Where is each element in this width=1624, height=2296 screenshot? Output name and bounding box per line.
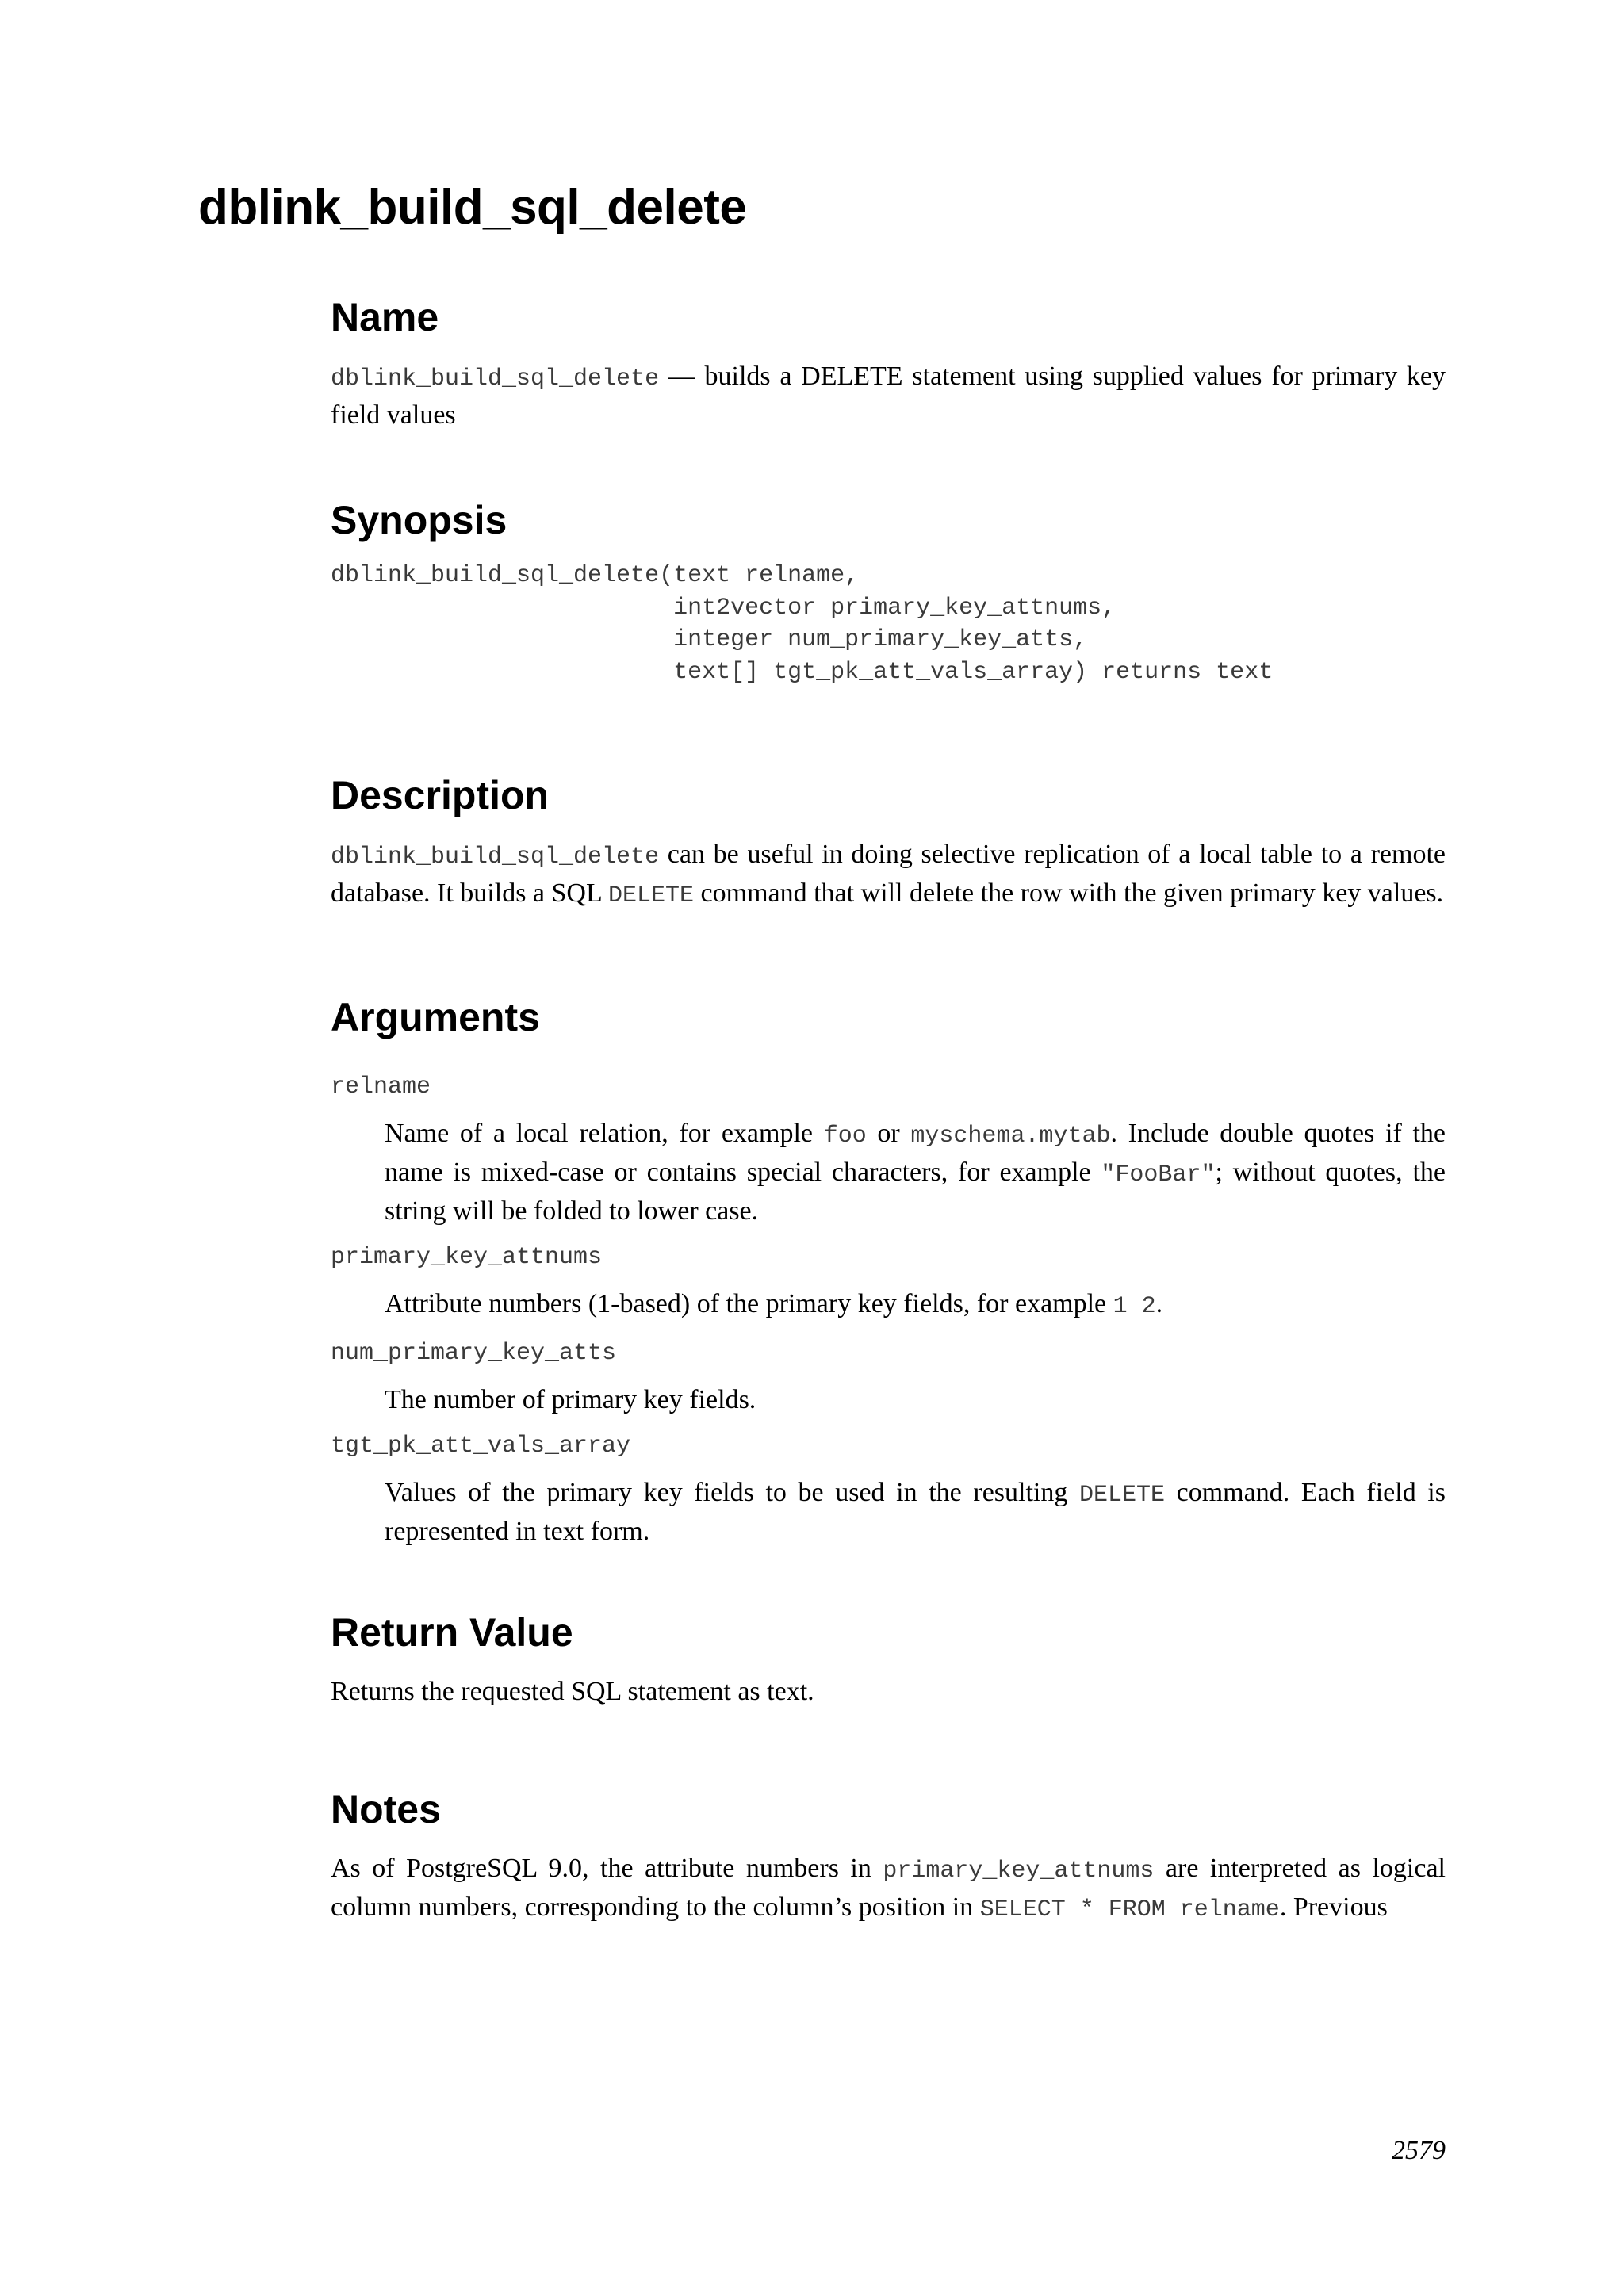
description-function-name: dblink_build_sql_delete — [331, 844, 660, 871]
inline-code: primary_key_attnums — [883, 1858, 1155, 1885]
definition-text: . Include double quotes if the name is mixed-case or contains special characters, for example — [385, 1119, 1446, 1187]
description-text-part: can be useful in doing selective replication of a local table to a remote database. It builds a SQL — [331, 840, 1446, 908]
notes-heading: Notes — [331, 1787, 441, 1831]
argument-term-tgt-pk-att-vals-array: tgt_pk_att_vals_array — [331, 1433, 631, 1460]
definition-text: command. Each field is represented in text form. — [385, 1478, 1446, 1546]
definition-text: The number of primary key fields. — [385, 1385, 756, 1414]
inline-code: DELETE — [1078, 1482, 1166, 1509]
argument-definition-primary-key-attnums — [385, 1286, 1446, 1325]
synopsis-code: dblink_build_sql_delete(text relname, int2vector primary_key_attnums, integer num_primary_key_atts, text[] tgt_pk_att_vals_array) returns text — [331, 562, 1274, 686]
return-value-text: Returns the requested SQL statement as text. — [331, 1677, 814, 1706]
description-text — [331, 836, 1446, 914]
notes-text-part: are interpreted as logical column numbers, corresponding to the column’s position in — [331, 1854, 1446, 1922]
name-section — [331, 293, 1446, 433]
definition-text: or — [866, 1119, 911, 1148]
inline-code: foo — [823, 1123, 867, 1150]
argument-definition-tgt-pk-att-vals-array — [385, 1475, 1446, 1549]
arguments-heading: Arguments — [331, 995, 540, 1039]
return-value-section — [331, 1609, 1446, 1709]
notes-text — [331, 1850, 1446, 1928]
return-value-heading: Return Value — [331, 1610, 573, 1655]
reference-content — [331, 293, 1446, 1928]
description-section — [331, 771, 1446, 914]
definition-text: . — [1155, 1289, 1163, 1318]
inline-code: 1 2 — [1113, 1293, 1156, 1320]
notes-text-part: As of PostgreSQL 9.0, the attribute numbers in — [331, 1854, 883, 1883]
synopsis-section — [331, 496, 1446, 688]
function-purpose: — builds a DELETE statement using supplied values for primary key field values — [331, 362, 1446, 430]
argument-term-num-primary-key-atts: num_primary_key_atts — [331, 1340, 617, 1367]
delete-keyword: DELETE — [608, 882, 695, 909]
page-title: dblink_build_sql_delete — [198, 180, 747, 235]
name-description — [331, 358, 1446, 433]
notes-section — [331, 1785, 1446, 1928]
argument-term-primary-key-attnums: primary_key_attnums — [331, 1244, 603, 1271]
argument-term-relname: relname — [331, 1073, 431, 1100]
arguments-section — [331, 993, 1446, 1549]
description-heading: Description — [331, 773, 550, 817]
definition-text: ; without quotes, the string will be folded to lower case. — [385, 1158, 1446, 1226]
argument-definition-num-primary-key-atts — [385, 1382, 1446, 1418]
description-text-part: command that will delete the row with the given primary key values. — [694, 878, 1444, 908]
inline-code: "FooBar" — [1101, 1161, 1216, 1188]
definition-text: Name of a local relation, for example — [385, 1119, 824, 1148]
inline-code: myschema.mytab — [910, 1123, 1111, 1150]
page-number: 2579 — [1392, 2136, 1446, 2165]
definition-text: Attribute numbers (1-based) of the primary key fields, for example — [385, 1289, 1113, 1318]
argument-definition-relname — [385, 1115, 1446, 1229]
definition-text: Values of the primary key fields to be used in the resulting — [385, 1478, 1079, 1507]
synopsis-heading: Synopsis — [331, 498, 508, 542]
notes-text-part: . Previous — [1279, 1892, 1388, 1922]
name-heading: Name — [331, 295, 439, 339]
inline-code: SELECT * FROM relname — [979, 1896, 1280, 1923]
function-name: dblink_build_sql_delete — [331, 365, 660, 392]
